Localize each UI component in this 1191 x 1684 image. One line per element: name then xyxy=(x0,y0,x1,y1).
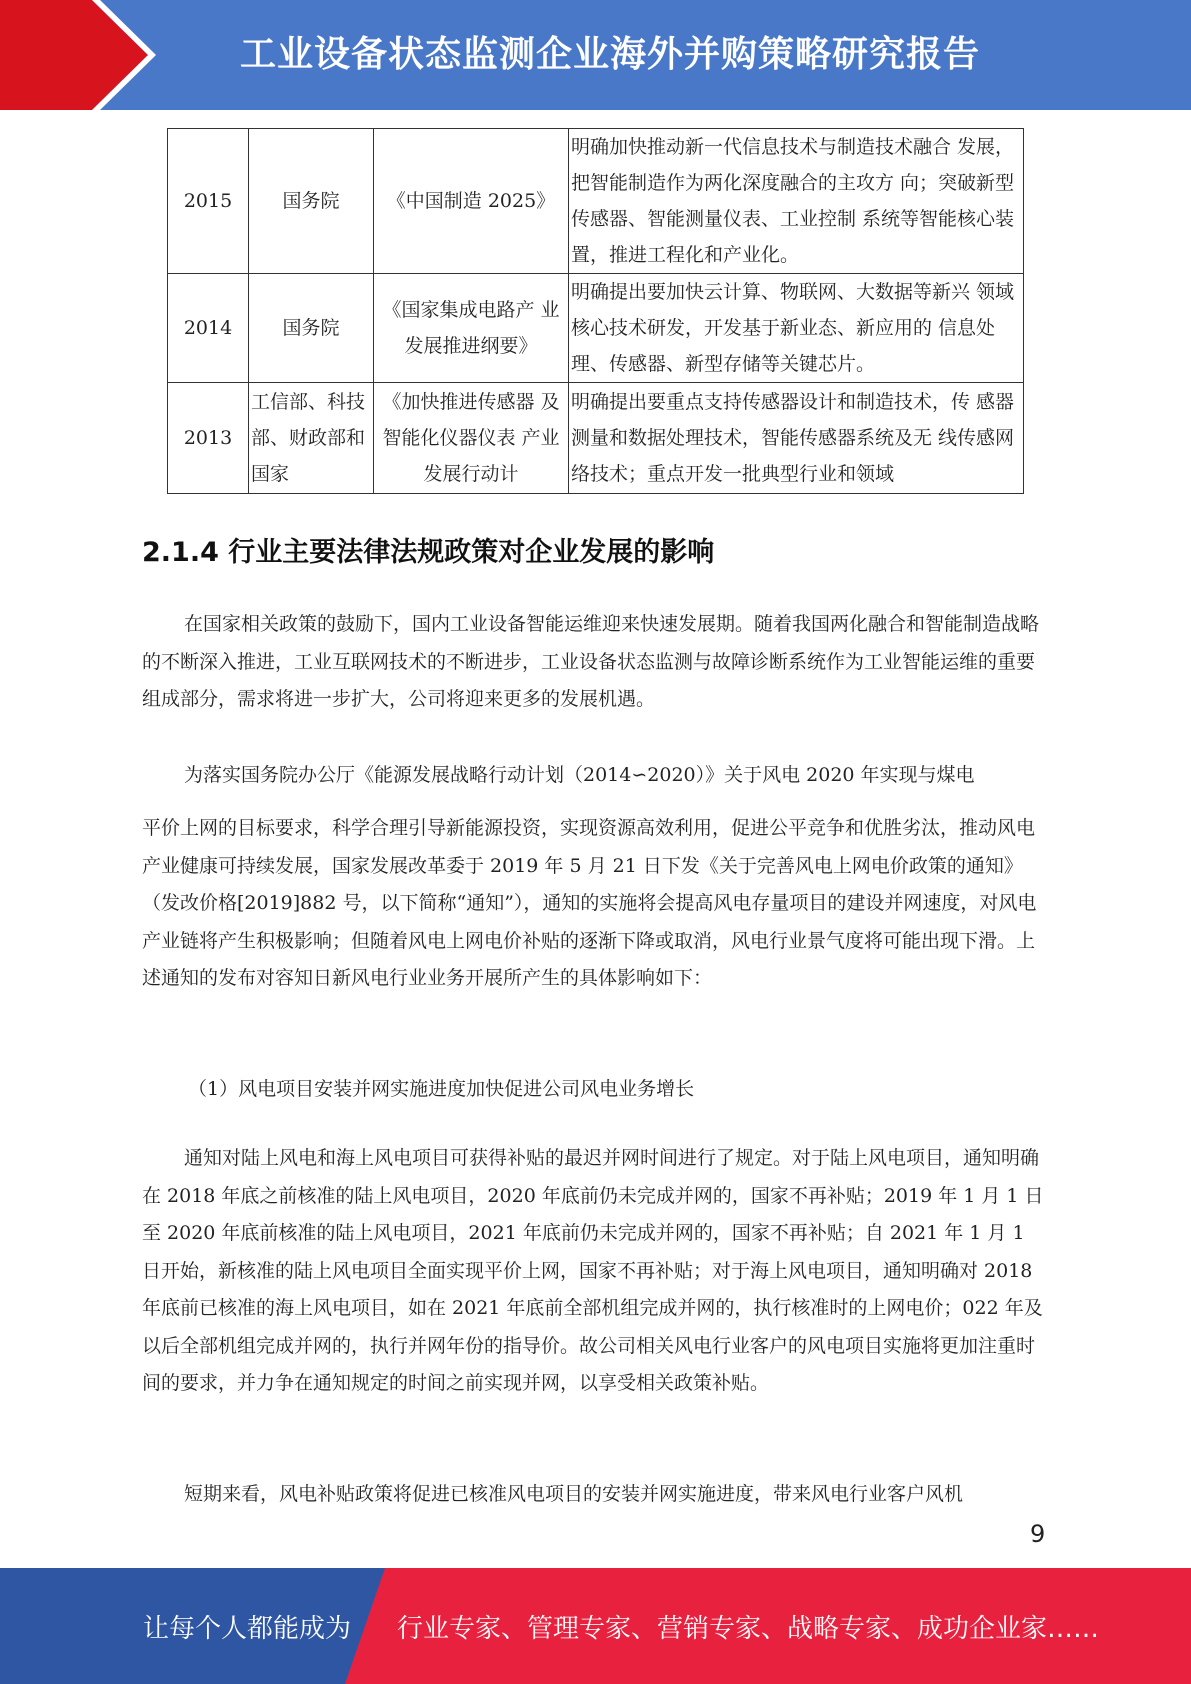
cell-description: 明确提出要加快云计算、物联网、大数据等新兴 领域核心技术研发，开发基于新业态、新应用的 信息处理、传感器、新型存储等关键芯片。 xyxy=(569,274,1024,383)
table-row xyxy=(168,383,1024,494)
cell-document: 《加快推进传感器 及智能化仪器仪表 产业发展行动计 xyxy=(374,383,569,494)
paragraph-subsidy-deadlines: 通知对陆上风电和海上风电项目可获得补贴的最迟并网时间进行了规定。对于陆上风电项目，通知明确在 2018 年底之前核准的陆上风电项目，2020 年底前仍未完成并网的，国家不再补贴；2019 年 1 月 1 日至 2020 年底前核准的陆上风电项目，2021 年底前仍未完成并网的，国家不再补贴；自 2021 年 1 月 1 日开始，新核准的陆上风电项目全面实现平价上网，国家不再补贴；对于海上风电项目，通知明确对 2018 年底前已核准的海上风电项目，如在 2021 年底前全部机组完成并网的，执行核准时的上网电价；022 年及以后全部机组完成并网的，执行并网年份的指导价。故公司相关风电行业客户的风电项目实施将更加注重时间的要求，并力争在通知规定的时间之前实现并网，以享受相关政策补贴。 xyxy=(142,1147,1044,1394)
cell-description: 明确提出要重点支持传感器设计和制造技术，传 感器测量和数据处理技术，智能传感器系统及无 线传感网络技术；重点开发一批典型行业和领域 xyxy=(569,383,1024,494)
paragraph-energy-plan-line1: 为落实国务院办公厅《能源发展战略行动计划（2014∽2020）》关于风电 2020 年实现与煤电 xyxy=(184,764,975,786)
cell-department: 国务院 xyxy=(249,274,374,383)
cell-year: 2015 xyxy=(168,129,249,274)
paragraph-short-term: 短期来看，风电补贴政策将促进已核准风电项目的安装并网实施进度，带来风电行业客户风机 xyxy=(184,1483,964,1505)
footer-slogan-left: 让每个人都能成为 xyxy=(143,1614,352,1644)
paragraph-energy-plan-body: 平价上网的目标要求，科学合理引导新能源投资，实现资源高效利用，促进公平竞争和优胜劣汰，推动风电产业健康可持续发展，国家发展改革委于 2019 年 5 月 21 日下发《关于完善风电上网电价政策的通知》（发改价格[2019]882 号，以下简称“通知”），通知的实施将会提高风电存量项目的建设并网速度，对风电产业链将产生积极影响；但随着风电上网电价补贴的逐渐下降或取消，风电行业景气度将可能出现下滑。上述通知的发布对容知日新风电行业业务开展所产生的具体影响如下： xyxy=(142,817,1037,989)
section-heading: 2.1.4 行业主要法律法规政策对企业发展的影响 xyxy=(142,537,715,568)
cell-year: 2013 xyxy=(168,383,249,494)
cell-year: 2014 xyxy=(168,274,249,383)
paragraph-policy-encouragement: 在国家相关政策的鼓励下，国内工业设备智能运维迎来快速发展期。随着我国两化融合和智能制造战略的不断深入推进，工业互联网技术的不断进步，工业设备状态监测与故障诊断系统作为工业智能运维的重要组成部分，需求将进一步扩大，公司将迎来更多的发展机遇。 xyxy=(142,613,1040,710)
policy-table xyxy=(167,128,1024,494)
cell-document: 《中国制造 2025》 xyxy=(374,129,569,274)
page-number: 9 xyxy=(1030,1520,1046,1548)
report-title: 工业设备状态监测企业海外并购策略研究报告 xyxy=(240,34,981,75)
subheading-wind-power: （1）风电项目安装并网实施进度加快促进公司风电业务增长 xyxy=(188,1078,695,1100)
cell-department: 国务院 xyxy=(249,129,374,274)
cell-department: 工信部、科技部、财政部和国家 xyxy=(249,383,374,494)
cell-document: 《国家集成电路产 业发展推进纲要》 xyxy=(374,274,569,383)
page-header xyxy=(0,0,1191,110)
table-row xyxy=(168,129,1024,274)
footer-slogan-right: 行业专家、管理专家、营销专家、战略专家、成功企业家…… xyxy=(397,1614,1100,1644)
header-red-arrow xyxy=(0,0,148,110)
cell-description: 明确加快推动新一代信息技术与制造技术融合 发展，把智能制造作为两化深度融合的主攻方 向；突破新型传感器、智能测量仪表、工业控制 系统等智能核心装置，推进工程化和产业化。 xyxy=(569,129,1024,274)
page-footer xyxy=(0,1568,1191,1684)
table-row xyxy=(168,274,1024,383)
